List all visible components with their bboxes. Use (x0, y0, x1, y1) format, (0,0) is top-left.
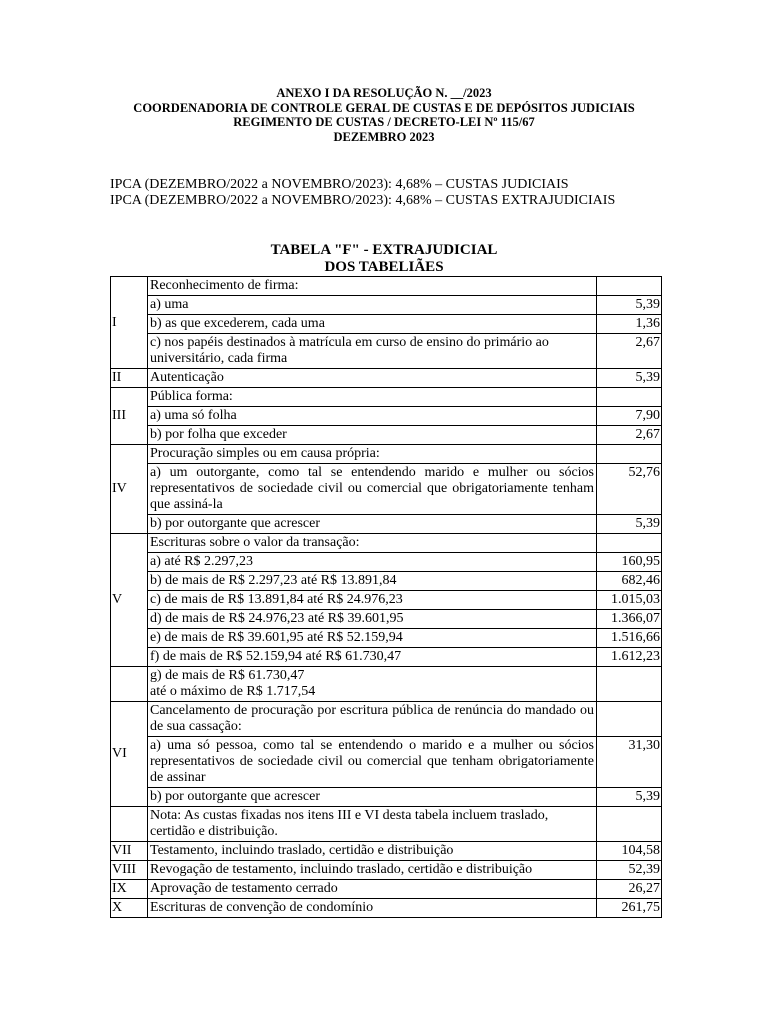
row-value: 5,39 (597, 369, 662, 388)
row-value: 2,67 (597, 426, 662, 445)
row-value: 1.516,66 (597, 629, 662, 648)
table-title-line1: TABELA "F" - EXTRAJUDICIAL (270, 242, 498, 258)
row-value: 1.612,23 (597, 648, 662, 667)
ipca-judicial: IPCA (DEZEMBRO/2022 a NOVEMBRO/2023): 4,68% – CUSTAS JUDICIAIS (110, 177, 569, 192)
row-value: 31,30 (597, 737, 662, 788)
row-heading: Reconhecimento de firma: (148, 277, 597, 296)
row-number: III (111, 388, 148, 445)
row-text: Revogação de testamento, incluindo traslado, certidão e distribuição (148, 861, 597, 880)
row-value: 682,46 (597, 572, 662, 591)
table-title-line2: DOS TABELIÃES (324, 259, 444, 275)
table-row (111, 369, 662, 388)
row-value: 1.366,07 (597, 610, 662, 629)
row-text: d) de mais de R$ 24.976,23 até R$ 39.601,95 (148, 610, 597, 629)
row-number: VI (111, 702, 148, 807)
row-number: IV (111, 445, 148, 534)
row-number: IX (111, 880, 148, 899)
row-number: VIII (111, 861, 148, 880)
table-row (111, 899, 662, 918)
table-row (111, 842, 662, 861)
table-row (111, 629, 662, 648)
header-date: DEZEMBRO 2023 (333, 129, 435, 144)
table-row (111, 880, 662, 899)
table-row (111, 534, 662, 553)
table-row (111, 464, 662, 515)
table-row (111, 426, 662, 445)
row-text: c) nos papéis destinados à matrícula em curso de ensino do primário ao universitário, cada firma (148, 334, 597, 369)
table-row (111, 296, 662, 315)
table-row (111, 610, 662, 629)
table-title (0, 242, 768, 276)
row-value: 5,39 (597, 788, 662, 807)
table-row (111, 648, 662, 667)
table-row (111, 315, 662, 334)
row-text: f) de mais de R$ 52.159,94 até R$ 61.730,47 (148, 648, 597, 667)
row-number: II (111, 369, 148, 388)
row-text: a) até R$ 2.297,23 (148, 553, 597, 572)
row-text: a) uma (148, 296, 597, 315)
row-heading: Pública forma: (148, 388, 597, 407)
row-text: b) por folha que exceder (148, 426, 597, 445)
row-text: a) uma só folha (148, 407, 597, 426)
row-text: b) as que excederem, cada uma (148, 315, 597, 334)
table-row (111, 702, 662, 737)
row-value: 5,39 (597, 296, 662, 315)
row-text-line: g) de mais de R$ 61.730,47 (150, 668, 305, 683)
table-row (111, 572, 662, 591)
table-row (111, 445, 662, 464)
row-value: 26,27 (597, 880, 662, 899)
row-text: Aprovação de testamento cerrado (148, 880, 597, 899)
ipca-block (110, 177, 615, 209)
row-note: Nota: As custas fixadas nos itens III e VI desta tabela incluem traslado, certidão e distribuição. (148, 807, 597, 842)
header-coordination: COORDENADORIA DE CONTROLE GERAL DE CUSTAS E DE DEPÓSITOS JUDICIAIS (133, 100, 635, 115)
table-row (111, 388, 662, 407)
row-text: Escrituras de convenção de condomínio (148, 899, 597, 918)
row-value: 261,75 (597, 899, 662, 918)
row-value: 104,58 (597, 842, 662, 861)
document-header (0, 86, 768, 144)
table-row (111, 737, 662, 788)
row-text: b) por outorgante que acrescer (148, 788, 597, 807)
table-row (111, 667, 662, 702)
row-text: Autenticação (148, 369, 597, 388)
row-value: 7,90 (597, 407, 662, 426)
row-number: V (111, 534, 148, 667)
header-annex-title: ANEXO I DA RESOLUÇÃO N. __/2023 (276, 86, 492, 100)
table-row (111, 788, 662, 807)
table-row (111, 553, 662, 572)
header-regiment: REGIMENTO DE CUSTAS / DECRETO-LEI Nº 115/67 (233, 115, 535, 129)
row-text: c) de mais de R$ 13.891,84 até R$ 24.976,23 (148, 591, 597, 610)
row-text: b) por outorgante que acrescer (148, 515, 597, 534)
table-row (111, 591, 662, 610)
table-row (111, 277, 662, 296)
row-text: e) de mais de R$ 39.601,95 até R$ 52.159,94 (148, 629, 597, 648)
fee-table (110, 276, 662, 918)
row-number: VII (111, 842, 148, 861)
row-value: 5,39 (597, 515, 662, 534)
table-row (111, 407, 662, 426)
table-row (111, 861, 662, 880)
row-value: 2,67 (597, 334, 662, 369)
row-text: Testamento, incluindo traslado, certidão e distribuição (148, 842, 597, 861)
row-heading: Escrituras sobre o valor da transação: (148, 534, 597, 553)
row-value: 52,39 (597, 861, 662, 880)
row-heading: Cancelamento de procuração por escritura pública de renúncia do mandado ou de sua cassação: (148, 702, 597, 737)
ipca-extrajudicial: IPCA (DEZEMBRO/2022 a NOVEMBRO/2023): 4,68% – CUSTAS EXTRAJUDICIAIS (110, 193, 616, 208)
table-row (111, 515, 662, 534)
row-text (148, 667, 597, 702)
row-value: 160,95 (597, 553, 662, 572)
row-number: I (111, 277, 148, 369)
row-text: b) de mais de R$ 2.297,23 até R$ 13.891,84 (148, 572, 597, 591)
table-row (111, 334, 662, 369)
row-value: 52,76 (597, 464, 662, 515)
row-heading: Procuração simples ou em causa própria: (148, 445, 597, 464)
row-text: a) uma só pessoa, como tal se entendendo o marido e a mulher ou sócios representativos de sociedade civil ou comercial que tenham obrigatoriamente de assinar (148, 737, 597, 788)
table-row (111, 807, 662, 842)
row-number: X (111, 899, 148, 918)
row-value: 1.015,03 (597, 591, 662, 610)
row-value: 1,36 (597, 315, 662, 334)
row-text: a) um outorgante, como tal se entendendo marido e mulher ou sócios representativos de sociedade civil ou comercial que obrigatoriamente tenham que assiná-la (148, 464, 597, 515)
row-text-line: até o máximo de R$ 1.717,54 (150, 684, 316, 699)
